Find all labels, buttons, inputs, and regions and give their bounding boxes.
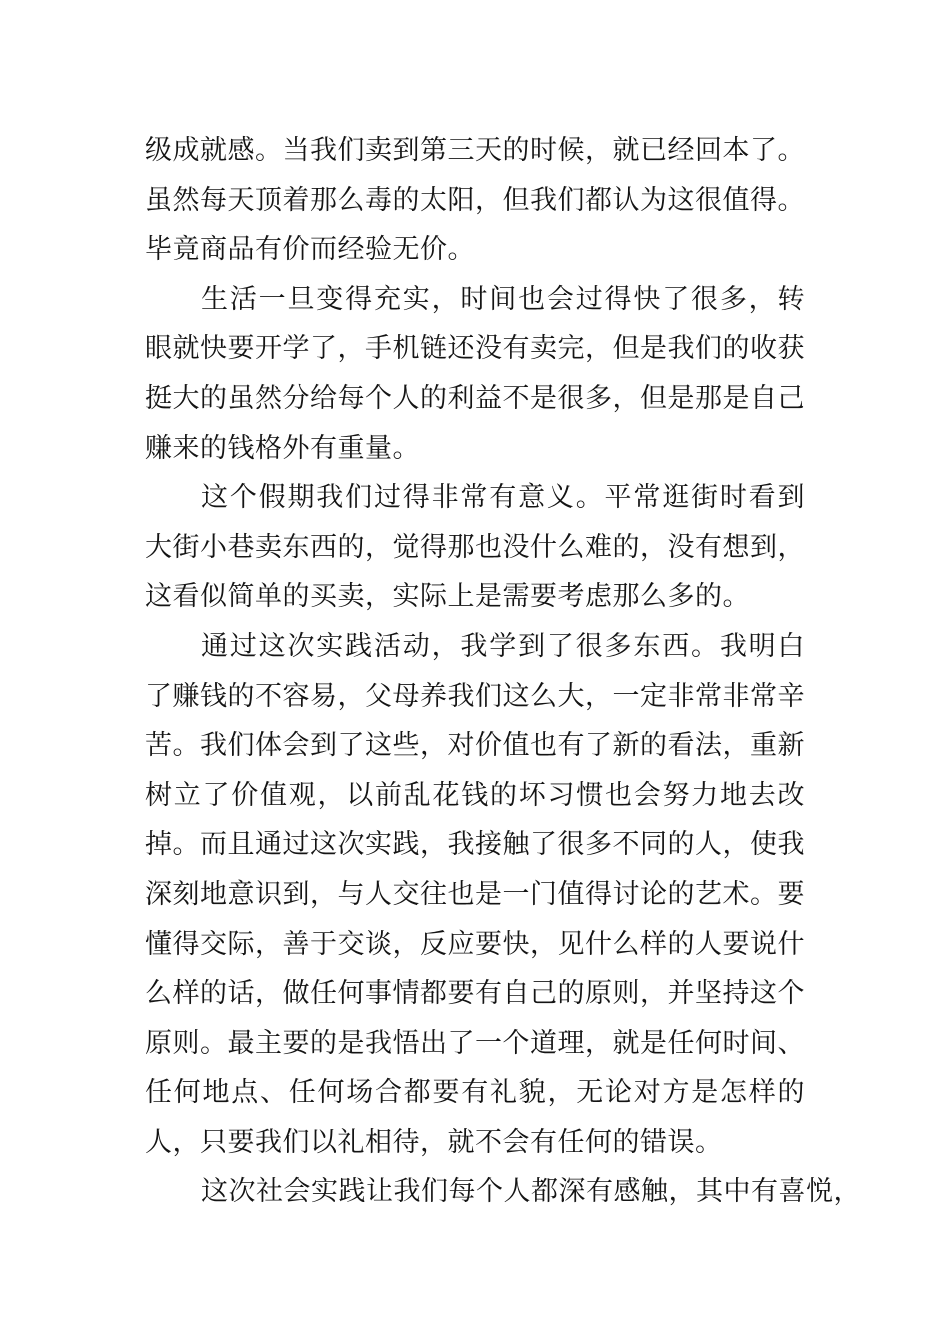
paragraph-4: 通过这次实践活动，我学到了很多东西。我明白了赚钱的不容易，父母养我们这么大，一定非常非常辛苦。我们体会到了这些，对价值也有了新的看法，重新树立了价值观，以前乱花钱的坏习惯也会努力地去改掉。而且通过这次实践，我接触了很多不同的人，使我深刻地意识到，与人交往也是一门值得讨论的艺术。要懂得交际，善于交谈，反应要快，见什么样的人要说什么样的话，做任何事情都要有自己的原则，并坚持这个原则。最主要的是我悟出了一个道理，就是任何时间、任何地点、任何场合都要有礼貌，无论对方是怎样的人，只要我们以礼相待，就不会有任何的错误。 — [145, 630, 805, 1158]
paragraph-5: 这次社会实践让我们每个人都深有感触，其中有喜悦， — [201, 1176, 861, 1208]
paragraph-2: 生活一旦变得充实，时间也会过得快了很多，转眼就快要开学了，手机链还没有卖完，但是我们的收获挺大的虽然分给每个人的利益不是很多，但是那是自己赚来的钱格外有重量。 — [145, 283, 805, 464]
document-body — [145, 126, 861, 1217]
paragraph-3: 这个假期我们过得非常有意义。平常逛街时看到大街小巷卖东西的，觉得那也没什么难的，没有想到，这看似简单的买卖，实际上是需要考虑那么多的。 — [145, 482, 805, 613]
paragraph-1: 级成就感。当我们卖到第三天的时候，就已经回本了。虽然每天顶着那么毒的太阳，但我们都认为这很值得。毕竟商品有价而经验无价。 — [145, 135, 805, 266]
